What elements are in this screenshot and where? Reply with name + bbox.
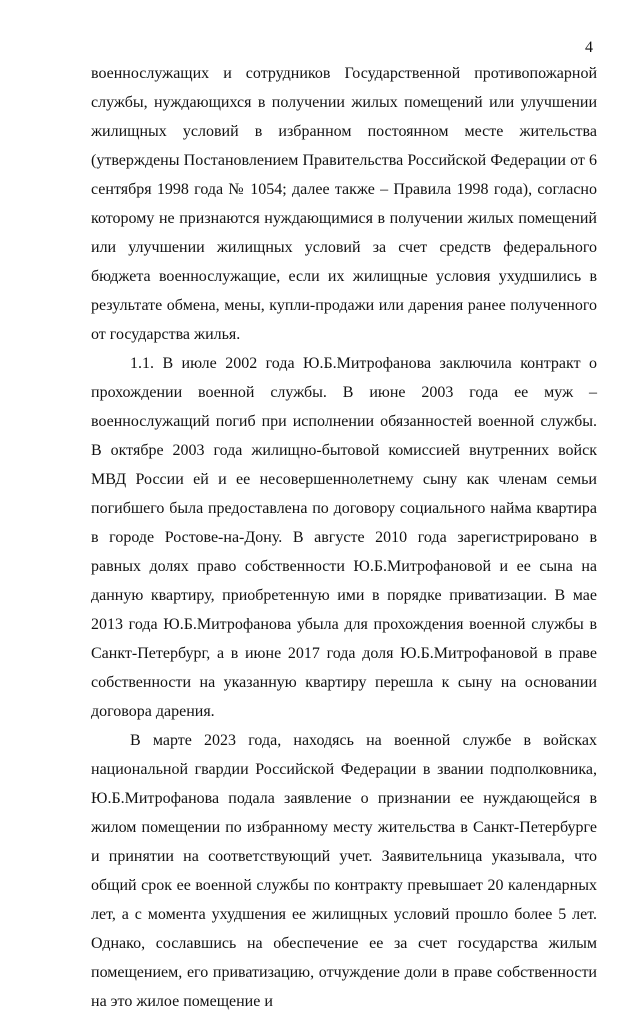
page-number: 4 [585,39,593,56]
paragraph-1-1: 1.1. В июле 2002 года Ю.Б.Митрофанова заключила контракт о прохождении военной службы. В июне 2003 года ее муж – военнослужащий погиб при исполнении обязанностей военной службы. В октябре 2003 года жилищно-бытовой комиссией внутренних войск МВД России ей и ее несовершеннолетнему сыну как членам семьи погибшего была предоставлена по договору социального найма квартира в городе Ростове-на-Дону. В августе 2010 года зарегистрировано в равных долях право собственности Ю.Б.Митрофановой и ее сына на данную квартиру, приобретенную ими в порядке приватизации. В мае 2013 года Ю.Б.Митрофанова убыла для прохождения военной службы в Санкт-Петербург, а в июне 2017 года доля Ю.Б.Митрофановой в праве собственности на указанную квартиру перешла к сыну на основании договора дарения. [91,355,597,720]
paragraph-march-2023: В марте 2023 года, находясь на военной службе в войсках национальной гвардии Российской Федерации в звании подполковника, Ю.Б.Митрофанова подала заявление о признании ее нуждающейся в жилом помещении по избранному месту жительства в Санкт-Петербурге и принятии на соответствующий учет. Заявительница указывала, что общий срок ее военной службы по контракту превышает 20 календарных лет, а с момента ухудшения ее жилищных условий прошло более 5 лет. Однако, сославшись на обеспечение ее за счет государства жилым помещением, его приватизацию, отчуждение доли в праве собственности на это жилое помещение и [91,732,597,1010]
document-body [91,59,597,1016]
paragraph-continuation: военнослужащих и сотрудников Государственной противопожарной службы, нуждающихся в получении жилых помещений или улучшении жилищных условий в избранном постоянном месте жительства (утверждены Постановлением Правительства Российской Федерации от 6 сентября 1998 года № 1054; далее также – Правила 1998 года), согласно которому не признаются нуждающимися в получении жилых помещений или улучшении жилищных условий за счет средств федерального бюджета военнослужащие, если их жилищные условия ухудшились в результате обмена, мены, купли-продажи или дарения ранее полученного от государства жилья. [91,65,597,343]
